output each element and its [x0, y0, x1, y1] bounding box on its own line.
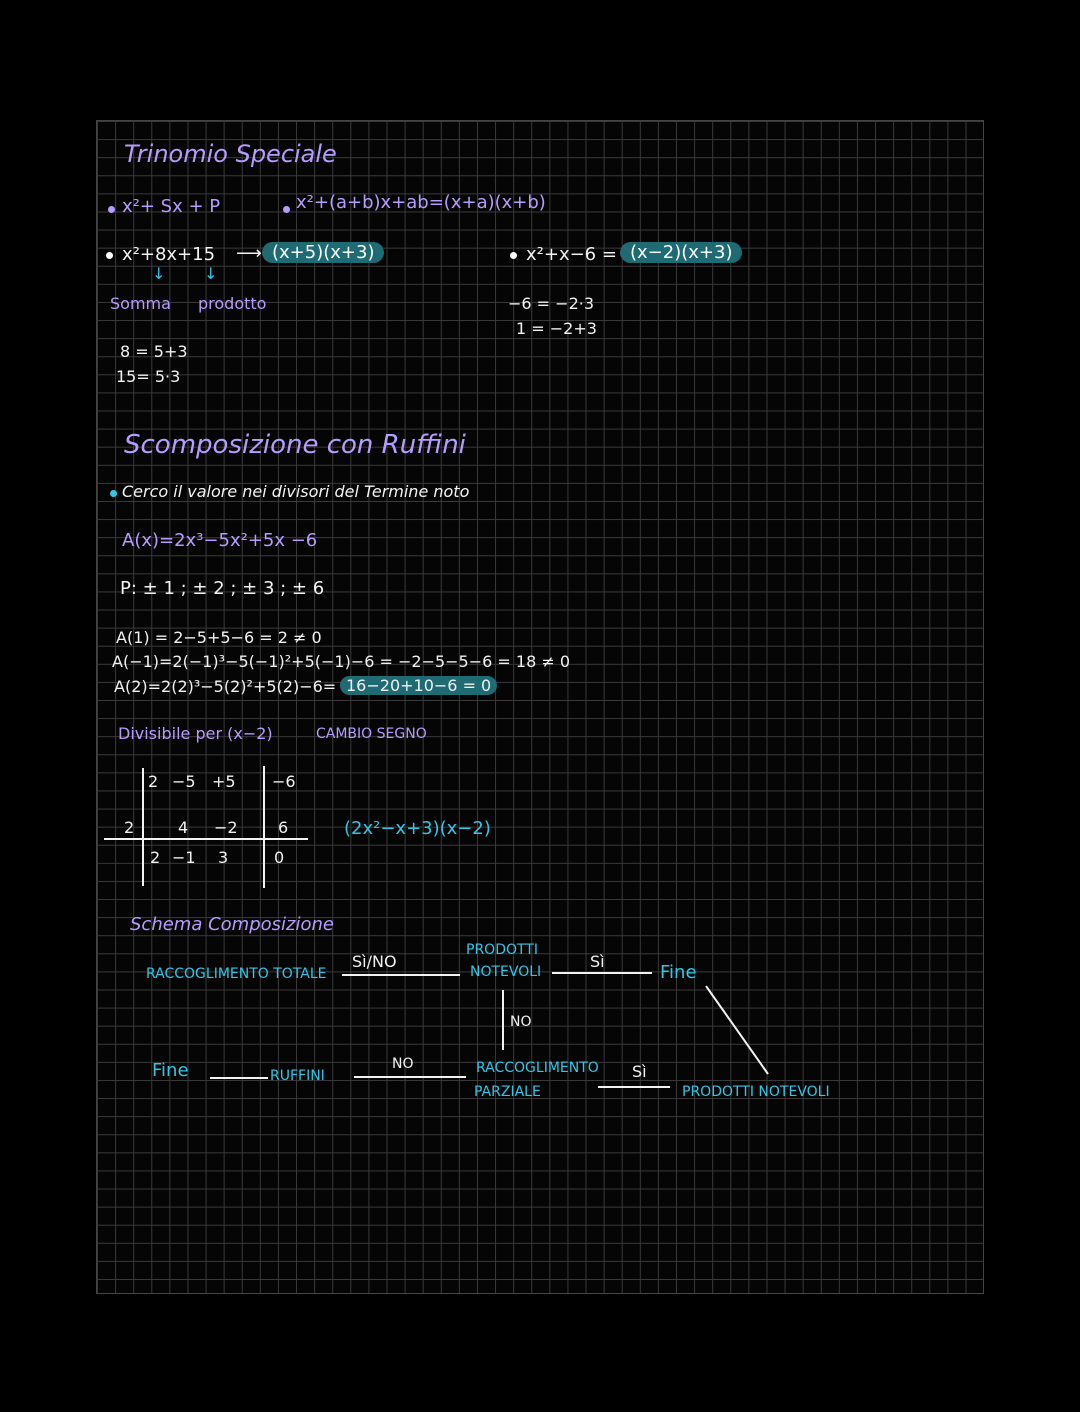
- formula-general: x²+(a+b)x+ab=(x+a)(x+b): [296, 192, 546, 213]
- calc-product-2: −6 = −2·3: [508, 294, 595, 313]
- cambio-segno: CAMBIO SEGNO: [316, 726, 427, 742]
- eval-a-minus1: A(−1)=2(−1)³−5(−1)²+5(−1)−6 = −2−5−5−6 = 18 ≠ 0: [112, 652, 571, 671]
- divisible-label: Divisibile per (x−2): [118, 724, 273, 743]
- section-title-trinomio: Trinomio Speciale: [124, 140, 337, 168]
- ruffini-bot-4: 0: [274, 848, 285, 867]
- formula-sum-product: x²+ Sx + P: [122, 196, 221, 217]
- eval-a1: A(1) = 2−5+5−6 = 2 ≠ 0: [116, 628, 322, 647]
- edge-no: NO: [392, 1056, 414, 1072]
- ruffini-mid-2: −2: [214, 818, 238, 837]
- edge-si-2: Sì: [632, 1062, 647, 1081]
- section-title-ruffini: Scomposizione con Ruffini: [124, 430, 466, 460]
- ruffini-top-2: −5: [172, 772, 196, 791]
- divisors-list: P: ± 1 ; ± 2 ; ± 3 ; ± 6: [120, 578, 325, 599]
- example-1: x²+8x+15: [122, 244, 216, 265]
- edge-no-vertical: NO: [510, 1014, 532, 1030]
- example-2-result: (x−2)(x+3): [620, 242, 742, 263]
- eval-a2-result: 16−20+10−6 = 0: [340, 676, 497, 695]
- factorization-result: (2x²−x+3)(x−2): [344, 818, 491, 839]
- example-1-result: (x+5)(x+3): [262, 242, 384, 263]
- node-raccoglimento-parziale-1: RACCOGLIMENTO: [476, 1060, 599, 1076]
- edge-si: Sì: [590, 952, 605, 971]
- calc-sum: 8 = 5+3: [120, 342, 188, 361]
- note-divisors: Cerco il valore nei divisori del Termine noto: [122, 482, 470, 501]
- calc-sum-2: 1 = −2+3: [516, 319, 597, 338]
- example-2: x²+x−6 =: [526, 244, 617, 265]
- label-somma: Somma: [110, 294, 171, 313]
- ruffini-bot-2: −1: [172, 848, 196, 867]
- schema-title: Schema Composizione: [130, 914, 334, 935]
- node-prodotti: PRODOTTI: [466, 942, 538, 958]
- arrow-icon: ⟶: [236, 243, 262, 264]
- node-raccoglimento-totale: RACCOGLIMENTO TOTALE: [146, 966, 327, 982]
- arrow-down-icon: ↓: [204, 264, 218, 283]
- node-ruffini: RUFFINI: [270, 1068, 325, 1084]
- ruffini-top-1: 2: [148, 772, 159, 791]
- calc-product: 15= 5·3: [116, 367, 181, 386]
- eval-a2: A(2)=2(2)³−5(2)²+5(2)−6=: [114, 677, 337, 696]
- ruffini-bot-1: 2: [150, 848, 161, 867]
- ruffini-top-3: +5: [212, 772, 236, 791]
- edge-si-no: Sì/NO: [352, 952, 397, 971]
- ruffini-mid-3: 6: [278, 818, 289, 837]
- ruffini-root: 2: [124, 818, 135, 837]
- node-fine-1: Fine: [660, 962, 697, 983]
- label-prodotto: prodotto: [198, 294, 267, 313]
- node-raccoglimento-parziale-2: PARZIALE: [474, 1084, 541, 1100]
- node-prodotti-notevoli: PRODOTTI NOTEVOLI: [682, 1084, 830, 1100]
- arrow-down-icon: ↓: [152, 264, 166, 283]
- node-notevoli: NOTEVOLI: [470, 964, 542, 980]
- polynomial: A(x)=2x³−5x²+5x −6: [122, 530, 318, 551]
- node-fine-2: Fine: [152, 1060, 189, 1081]
- ruffini-mid-1: 4: [178, 818, 189, 837]
- ruffini-bot-3: 3: [218, 848, 229, 867]
- ruffini-top-4: −6: [272, 772, 296, 791]
